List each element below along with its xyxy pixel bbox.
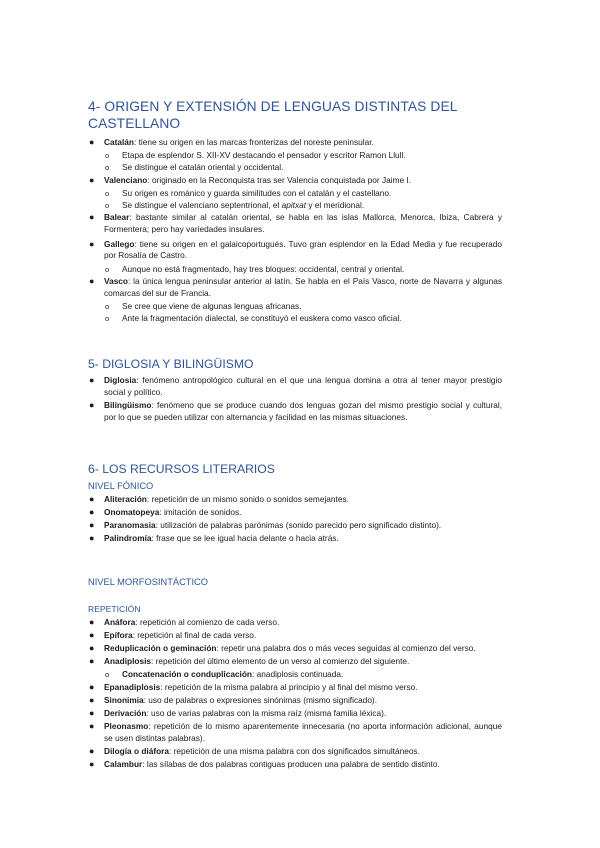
bullet-icon: ● (89, 643, 95, 654)
definition: : repetir una palabra dos o más veces seguidas al comienzo del verso. (216, 643, 476, 654)
sub-text: Se cree que viene de algunas lenguas africanas. (122, 300, 302, 311)
term: Epífora (104, 630, 133, 641)
bullet-icon: ● (89, 275, 95, 286)
definition: : repetición de un mismo sonido o sonidos semejantes. (146, 494, 349, 504)
circle-bullet-icon: o (105, 670, 110, 680)
list-item-aliteracion (0, 494, 502, 506)
sub-text: Su origen es románico y guarda similitudes con el catalán y el castellano. (122, 187, 392, 198)
term: Dilogía o diáfora (104, 745, 169, 756)
section-4-list (0, 137, 600, 325)
bullet-icon: ● (89, 681, 95, 692)
section-4-heading: 4- ORIGEN Y EXTENSIÓN DE LENGUAS DISTINTAS DEL CASTELLANO (88, 99, 458, 131)
bullet-icon: ● (89, 520, 95, 531)
bullet-icon: ● (89, 758, 95, 769)
bullet-icon: ● (89, 507, 95, 518)
definition: : fenómeno que se produce cuando dos lenguas gozan del mismo prestigio social y cultural, por lo que se pueden utilizar con alternancia y facilidad en las mismas situaciones. (104, 399, 502, 422)
term: Valenciano (104, 174, 148, 185)
fonico-list (0, 494, 600, 546)
section-6-heading: 6- LOS RECURSOS LITERARIOS (88, 462, 275, 476)
repeticion-heading: REPETICIÓN (88, 604, 141, 614)
term: Anadiplosis (104, 656, 152, 667)
bullet-icon: ● (89, 494, 95, 504)
definition: : utilización de palabras parónimas (sonido parecido pero significado distinto). (155, 520, 442, 531)
list-item-paranomasia (0, 520, 502, 532)
bullet-icon: ● (89, 212, 95, 223)
nivel-fonico-heading: NIVEL FÓNICO (88, 481, 154, 491)
italic-term: apitxat (281, 200, 307, 211)
section-5-list (0, 375, 600, 425)
definition: : anadiplosis continuada. (252, 669, 344, 680)
bullet-icon: ● (89, 630, 95, 641)
definition: : repetición de una misma palabra con dos significados simultáneos. (169, 745, 420, 756)
list-item-onomatopeya (0, 507, 502, 519)
definition: : repetición al comienzo de cada verso. (135, 617, 280, 627)
bullet-icon: ● (89, 174, 95, 185)
definition: : las sílabas de dos palabras contiguas producen una palabra de sentido distinto. (142, 758, 440, 769)
definition: : tiene su origen en las marcas fronterizas del noreste peninsular. (133, 137, 374, 147)
bullet-icon: ● (89, 375, 95, 385)
term: Bilingüismo (104, 399, 152, 410)
term: Reduplicación o geminación (104, 643, 217, 654)
definition: : repetición al final de cada verso. (132, 630, 257, 641)
circle-bullet-icon: o (105, 313, 110, 323)
list-item-anadiplosis (0, 656, 502, 668)
term: Concatenación o conduplicación (122, 669, 252, 680)
sub-item (0, 150, 502, 162)
bullet-icon: ● (89, 694, 95, 705)
list-item-pleonasmo (0, 721, 502, 744)
term: Epanadiplosis (104, 681, 161, 692)
list-item-epanadiplosis (0, 682, 502, 694)
sub-item (0, 264, 502, 276)
term: Anáfora (104, 617, 136, 627)
definition: : imitación de sonidos. (159, 507, 242, 518)
definition: : bastante similar al catalán oriental, se habla en las islas Mallorca, Menorca, Ibiza, Cabrera y Formentera; pero hay variedades insulares. (104, 212, 502, 235)
sub-item (0, 669, 502, 681)
list-item-epifora (0, 630, 502, 642)
definition: : repetición de la misma palabra al principio y al final del mismo verso. (160, 681, 418, 692)
definition: : la única lengua peninsular anterior al latín. Se habla en el País Vasco, norte de Navarra y algunas comarcas del sur de Francia. (104, 275, 502, 298)
term: Balear (104, 212, 130, 223)
list-item-bilinguismo (0, 400, 502, 423)
circle-bullet-icon: o (105, 151, 110, 161)
circle-bullet-icon: o (105, 264, 110, 274)
bullet-icon: ● (89, 137, 95, 147)
repeticion-list (0, 617, 600, 772)
sub-text: Se distingue el catalán oriental y occidental. (122, 162, 284, 173)
bullet-icon: ● (89, 238, 95, 249)
sub-item (0, 301, 502, 313)
circle-bullet-icon: o (105, 301, 110, 311)
list-item-balear (0, 212, 502, 235)
sub-text: Se distingue el valenciano septentrional, el (122, 200, 282, 211)
sub-item (0, 200, 502, 212)
term: Aliteración (104, 494, 147, 504)
bullet-icon: ● (89, 617, 95, 627)
list-item-gallego (0, 239, 502, 262)
term: Calambur (104, 758, 143, 769)
list-item-catalan (0, 137, 502, 149)
list-item-diglosia (0, 375, 502, 398)
term: Palindromía (104, 533, 152, 544)
term: Derivación (104, 707, 147, 718)
term: Diglosia (104, 375, 137, 385)
bullet-icon: ● (89, 707, 95, 718)
term: Paranomasia (104, 520, 156, 531)
bullet-icon: ● (89, 656, 95, 667)
term: Gallego (104, 238, 135, 249)
sub-item (0, 313, 502, 325)
sub-item (0, 162, 502, 174)
section-5-heading: 5- DIGLOSIA Y BILINGÜISMO (88, 357, 254, 371)
definition: : uso de palabras o expresiones sinónimas (mismo significado). (143, 694, 378, 705)
definition: : uso de varias palabras con la misma raíz (misma familia léxica). (146, 707, 387, 718)
bullet-icon: ● (89, 399, 95, 410)
list-item-dilogia (0, 746, 502, 758)
sub-text: Aunque no está fragmentado, hay tres bloques: occidental, central y oriental. (122, 263, 405, 274)
sub-text: Ante la fragmentación dialectal, se constituyó el euskera como vasco oficial. (122, 312, 402, 323)
list-item-sinonimia (0, 695, 502, 707)
definition: : repetición del último elemento de un verso al comienzo del siguiente. (151, 656, 410, 667)
list-item-calambur (0, 759, 502, 771)
list-item-valenciano (0, 175, 502, 187)
list-item-vasco (0, 276, 502, 299)
definition: : repetición de lo mismo aparentemente innecesaria (no aporta información adicional, aunque se usen distintas palabras). (104, 720, 502, 743)
definition: : originado en la Reconquista tras ser Valencia conquistada por Jaime I. (147, 174, 412, 185)
list-item-reduplicacion (0, 643, 502, 655)
term: Vasco (104, 275, 128, 286)
term: Sinonimia (104, 694, 144, 705)
list-item-anafora (0, 617, 502, 629)
circle-bullet-icon: o (105, 163, 110, 173)
circle-bullet-icon: o (105, 201, 110, 211)
list-item-palindromia (0, 533, 502, 545)
sub-text: Etapa de esplendor S. XII-XV destacando el pensador y escritor Ramon Llull. (122, 150, 406, 161)
term: Pleonasmo (104, 720, 149, 731)
term: Onomatopeya (104, 507, 160, 518)
definition: : fenómeno antropológico cultural en el que una lengua domina a otra al tener mayor prestigio social y político. (104, 375, 502, 397)
bullet-icon: ● (89, 745, 95, 756)
circle-bullet-icon: o (105, 188, 110, 198)
definition: : frase que se lee igual hacia delante o hacia atrás. (151, 533, 339, 544)
nivel-morfosintactico-heading: NIVEL MORFOSINTÁCTICO (88, 577, 209, 587)
bullet-icon: ● (89, 533, 95, 544)
sub-text: y el meridional. (306, 200, 365, 211)
definition: : tiene su origen en el galaicoportugués. Tuvo gran esplendor en la Edad Media y fue recuperado por Rosalía de Castro. (104, 238, 502, 261)
term: Catalán (104, 137, 134, 147)
sub-item (0, 188, 502, 200)
bullet-icon: ● (89, 720, 95, 731)
list-item-derivacion (0, 708, 502, 720)
